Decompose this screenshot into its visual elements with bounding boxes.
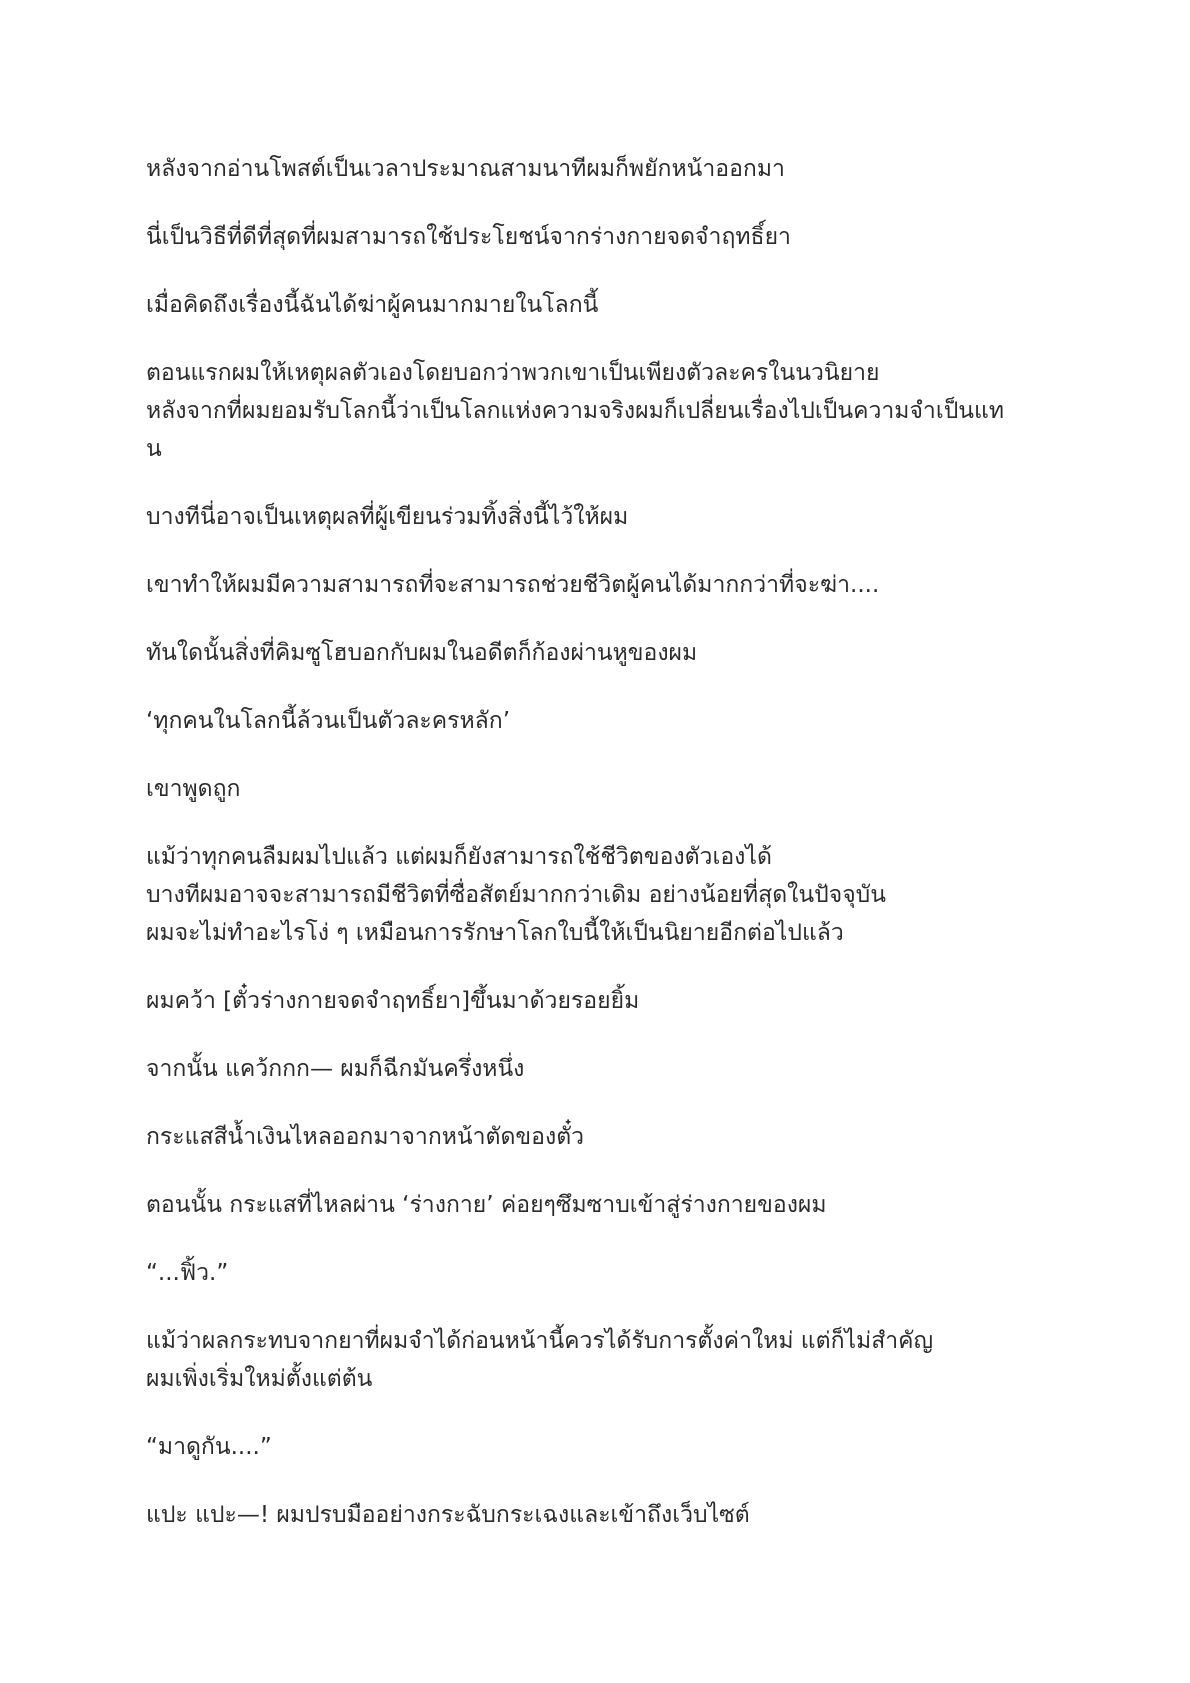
paragraph	[146, 838, 1066, 952]
paragraph	[146, 1118, 1066, 1156]
paragraph	[146, 1428, 1066, 1466]
text-line: บางทีนี่อาจเป็นเหตุผลที่ผู้เขียนร่วมทิ้งสิ่งนี้ไว้ให้ผม	[146, 504, 629, 530]
text-line: หลังจากที่ผมยอมรับโลกนี้ว่าเป็นโลกแห่งความจริงผมก็เปลี่ยนเรื่องไปเป็นความจำเป็นแท	[146, 398, 1005, 424]
paragraph	[146, 354, 1066, 468]
text-line: หลังจากอ่านโพสต์เป็นเวลาประมาณสามนาทีผมก็พยักหน้าออกมา	[146, 156, 785, 182]
text-line: จากนั้น แคว้กกก— ผมก็ฉีกมันครึ่งหนึ่ง	[146, 1056, 525, 1082]
paragraph	[146, 498, 1066, 536]
text-line: นี่เป็นวิธีที่ดีที่สุดที่ผมสามารถใช้ประโยชน์จากร่างกายจดจำฤทธิ์ยา	[146, 224, 791, 250]
text-line: “...ฟิ้ว.”	[146, 1260, 229, 1286]
paragraph	[146, 634, 1066, 672]
text-line: แปะ แปะ—! ผมปรบมืออย่างกระฉับกระเฉงและเข้าถึงเว็บไซต์	[146, 1502, 750, 1528]
paragraph	[146, 1254, 1066, 1292]
text-line: น	[146, 436, 162, 462]
text-line: ผมเพิ่งเริ่มใหม่ตั้งแต่ต้น	[146, 1366, 373, 1392]
text-line: “มาดูกัน....”	[146, 1434, 272, 1460]
paragraph	[146, 702, 1066, 740]
text-line: เมื่อคิดถึงเรื่องนี้ฉันได้ฆ่าผู้คนมากมายในโลกนี้	[146, 292, 599, 318]
text-line: ผมคว้า [ตั๋วร่างกายจดจำฤทธิ์ยา]ขึ้นมาด้วยรอยยิ้ม	[146, 988, 640, 1014]
paragraph	[146, 982, 1066, 1020]
text-line: เขาทำให้ผมมีความสามารถที่จะสามารถช่วยชีวิตผู้คนได้มากกว่าที่จะฆ่า....	[146, 572, 880, 598]
text-line: เขาพูดถูก	[146, 776, 241, 802]
text-line: ‘ทุกคนในโลกนี้ล้วนเป็นตัวละครหลัก’	[146, 708, 511, 734]
text-line: ตอนนั้น กระแสที่ไหลผ่าน ‘ร่างกาย’ ค่อยๆซึมซาบเข้าสู่ร่างกายของผม	[146, 1192, 827, 1218]
paragraph	[146, 218, 1066, 256]
paragraph	[146, 1050, 1066, 1088]
document-body	[146, 150, 1066, 1564]
text-line: ทันใดนั้นสิ่งที่คิมซูโฮบอกกับผมในอดีตก็ก้องผ่านหูของผม	[146, 640, 698, 666]
text-line: บางทีผมอาจจะสามารถมีชีวิตที่ซื่อสัตย์มากกว่าเดิม อย่างน้อยที่สุดในปัจจุบัน	[146, 882, 886, 908]
paragraph	[146, 770, 1066, 808]
text-line: กระแสสีน้ำเงินไหลออกมาจากหน้าตัดของตั๋ว	[146, 1124, 585, 1150]
text-line: แม้ว่าผลกระทบจากยาที่ผมจำได้ก่อนหน้านี้ควรได้รับการตั้งค่าใหม่ แต่ก็ไม่สำคัญ	[146, 1328, 934, 1354]
paragraph	[146, 566, 1066, 604]
paragraph	[146, 286, 1066, 324]
text-line: ตอนแรกผมให้เหตุผลตัวเองโดยบอกว่าพวกเขาเป็นเพียงตัวละครในนวนิยาย	[146, 360, 880, 386]
paragraph	[146, 1322, 1066, 1398]
paragraph	[146, 1186, 1066, 1224]
paragraph	[146, 1496, 1066, 1534]
text-line: ผมจะไม่ทำอะไรโง่ ๆ เหมือนการรักษาโลกใบนี้ให้เป็นนิยายอีกต่อไปแล้ว	[146, 920, 844, 946]
text-line: แม้ว่าทุกคนลืมผมไปแล้ว แต่ผมก็ยังสามารถใช้ชีวิตของตัวเองได้	[146, 844, 772, 870]
paragraph	[146, 150, 1066, 188]
